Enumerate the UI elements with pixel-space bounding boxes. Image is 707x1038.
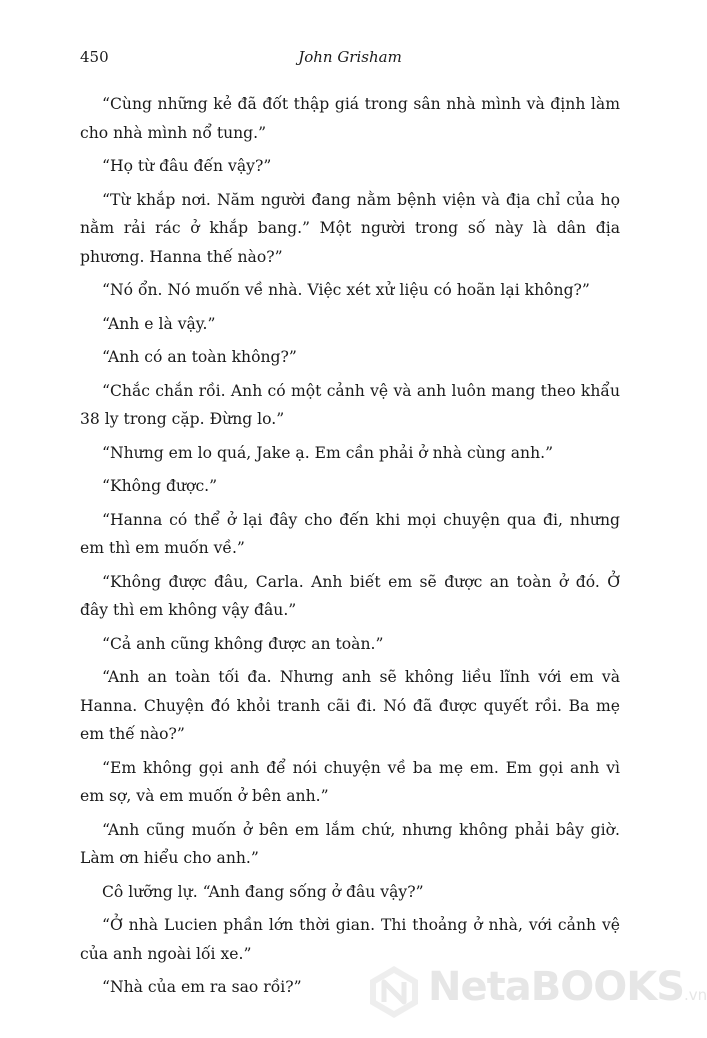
paragraph: “Hanna có thể ở lại đây cho đến khi mọi chuyện qua đi, nhưng em thì em muốn về.” bbox=[80, 510, 620, 557]
paragraph: Cô lưỡng lự. “Anh đang sống ở đâu vậy?” bbox=[102, 882, 424, 901]
paragraph: “Nhưng em lo quá, Jake ạ. Em cần phải ở nhà cùng anh.” bbox=[102, 443, 554, 462]
body-text bbox=[80, 90, 620, 1007]
paragraph: “Từ khắp nơi. Năm người đang nằm bệnh viện và địa chỉ của họ nằm rải rác ở khắp bang.” Một người trong số này là dân địa phương. Hanna thế nào?” bbox=[80, 190, 620, 266]
watermark-suffix: .vn bbox=[684, 986, 707, 1004]
page-number: 450 bbox=[80, 48, 109, 66]
paragraph: “Không được.” bbox=[102, 477, 218, 495]
paragraph: “Anh cũng muốn ở bên em lắm chứ, nhưng không phải bây giờ. Làm ơn hiểu cho anh.” bbox=[80, 820, 620, 867]
paragraph: “Em không gọi anh để nói chuyện về ba mẹ em. Em gọi anh vì em sợ, và em muốn ở bên anh.” bbox=[80, 758, 620, 805]
paragraph: “Họ từ đâu đến vậy?” bbox=[102, 157, 272, 175]
paragraph: “Anh e là vậy.” bbox=[102, 314, 216, 333]
paragraph: “Anh có an toàn không?” bbox=[102, 348, 297, 366]
watermark-brand: NetaBOOKS bbox=[428, 964, 685, 1010]
paragraph: “Chắc chắn rồi. Anh có một cảnh vệ và anh luôn mang theo khẩu 38 ly trong cặp. Đừng lo.” bbox=[80, 381, 620, 428]
netabooks-watermark bbox=[366, 962, 707, 1022]
paragraph: “Cả anh cũng không được an toàn.” bbox=[102, 634, 384, 653]
watermark-text bbox=[428, 964, 707, 1010]
netabooks-logo-icon bbox=[366, 964, 422, 1020]
page-header bbox=[80, 48, 620, 72]
paragraph: “Cùng những kẻ đã đốt thập giá trong sân nhà mình và định làm cho nhà mình nổ tung.” bbox=[80, 95, 620, 142]
paragraph: “Anh an toàn tối đa. Nhưng anh sẽ không liều lĩnh với em và Hanna. Chuyện đó khỏi tranh cãi đi. Nó đã được quyết rồi. Ba mẹ em thế nào?” bbox=[80, 668, 620, 743]
paragraph: “Nó ổn. Nó muốn về nhà. Việc xét xử liệu có hoãn lại không?” bbox=[102, 281, 590, 299]
paragraph: “Không được đâu, Carla. Anh biết em sẽ được an toàn ở đó. Ở đây thì em không vậy đâu.” bbox=[80, 572, 620, 619]
paragraph: “Ở nhà Lucien phần lớn thời gian. Thi thoảng ở nhà, với cảnh vệ của anh ngoài lối xe.” bbox=[80, 916, 620, 963]
paragraph: “Nhà của em ra sao rồi?” bbox=[102, 978, 302, 996]
running-head-author: John Grisham bbox=[298, 48, 402, 66]
